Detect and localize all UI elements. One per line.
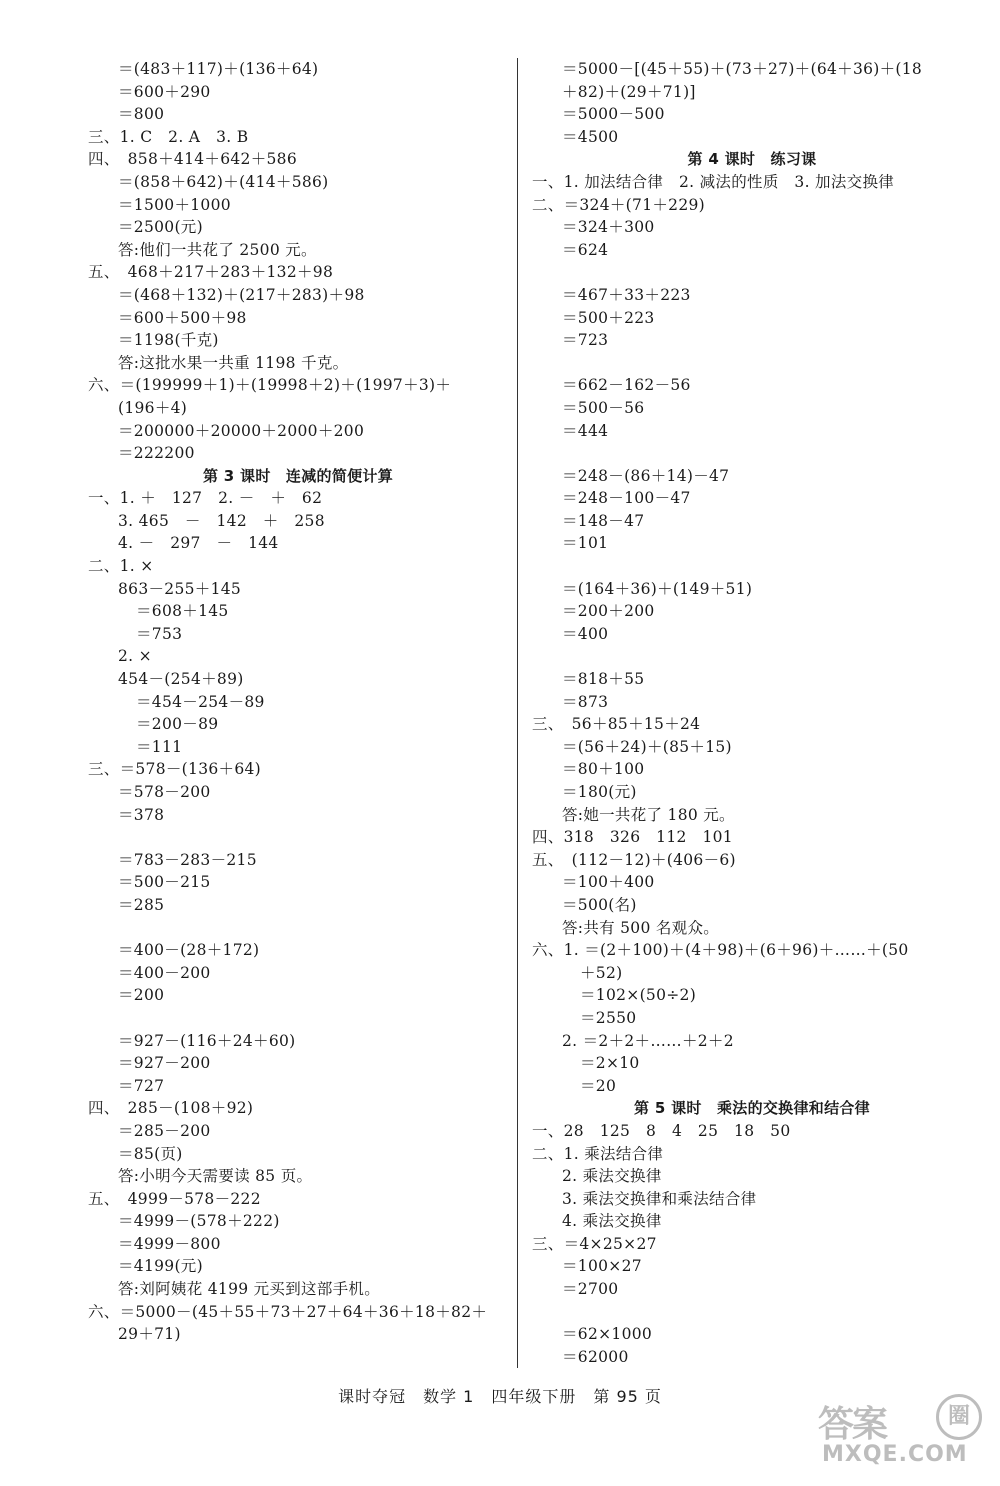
right-column (532, 58, 972, 1368)
answer-line: ＝62×1000 (562, 1325, 653, 1344)
spacer (88, 1007, 508, 1030)
answer-line: 2. × (118, 647, 152, 666)
answer-line: 一、1. 加法结合律 2. 减法的性质 3. 加法交换律 (532, 172, 895, 191)
answer-line: 四、 285－(108＋92) (88, 1099, 254, 1118)
section-heading: 第 4 课时 练习课 (687, 150, 817, 169)
column-divider (517, 58, 518, 1368)
watermark-seal: 圈 (936, 1394, 982, 1440)
answer-line: ＝400－(28＋172) (118, 941, 260, 960)
answer-line: ＝500＋223 (562, 308, 655, 327)
answer-line: ＝378 (118, 805, 165, 824)
page-footer: 课时夺冠 数学 1 四年级下册 第 95 页 (338, 1387, 662, 1406)
answer-line: ＝285 (118, 895, 165, 914)
answer-line: 三、＝578－(136＋64) (88, 760, 261, 779)
answer-line: ＝200－89 (136, 715, 219, 734)
answer-line: 三、＝4×25×27 (532, 1234, 657, 1253)
answer-line: ＝(56＋24)＋(85＋15) (562, 737, 732, 756)
answer-line: 4. 乘法交换律 (562, 1212, 662, 1231)
answer-line: ＝248－(86＋14)－47 (562, 466, 730, 485)
answer-line: 答:他们一共花了 2500 元。 (118, 240, 317, 259)
answer-line: ＋82)＋(29＋71)] (562, 82, 696, 101)
answer-line: ＝454－254－89 (136, 692, 265, 711)
watermark-text: 答案 (818, 1404, 887, 1445)
answer-line: ＝(468＋132)＋(217＋283)＋98 (118, 285, 365, 304)
answer-line: 2. 乘法交换律 (562, 1167, 662, 1186)
answer-line: ＝111 (136, 737, 183, 756)
spacer (532, 1301, 972, 1324)
answer-line: ＝4999－800 (118, 1234, 221, 1253)
spacer (532, 555, 972, 578)
spacer (532, 352, 972, 375)
answer-line: 答:共有 500 名观众。 (562, 918, 720, 937)
answer-line: ＝85(页) (118, 1144, 183, 1163)
answer-line: 一、1. ＋ 127 2. － ＋ 62 (88, 489, 323, 508)
answer-line: 2. ＝2＋2＋……＋2＋2 (562, 1031, 734, 1050)
answer-line: ＝285－200 (118, 1121, 211, 1140)
answer-line: ＝400－200 (118, 963, 211, 982)
answer-line: ＝(164＋36)＋(149＋51) (562, 579, 753, 598)
answer-line: ＝400 (562, 624, 609, 643)
answer-line: ＝467＋33＋223 (562, 285, 691, 304)
answer-line: 3. 乘法交换律和乘法结合律 (562, 1189, 757, 1208)
answer-line: ＝200＋200 (562, 602, 655, 621)
answer-line: ＝102×(50÷2) (580, 986, 697, 1005)
answer-line: ＝4500 (562, 127, 619, 146)
answer-line: 863－255＋145 (118, 579, 242, 598)
answer-line: 二、1. 乘法结合律 (532, 1144, 664, 1163)
answer-line: ＋52) (580, 963, 623, 982)
answer-line: 二、＝324＋(71＋229) (532, 195, 705, 214)
answer-line: ＝200 (118, 986, 165, 1005)
spacer (88, 917, 508, 940)
answer-line: 三、1. C 2. A 3. B (88, 127, 249, 146)
answer-line: ＝324＋300 (562, 218, 655, 237)
answer-line: ＝500－215 (118, 873, 211, 892)
answer-line: ＝62000 (562, 1347, 629, 1366)
answer-line: ＝600＋290 (118, 82, 211, 101)
answer-line: ＝444 (562, 421, 609, 440)
answer-line: ＝4199(元) (118, 1257, 203, 1276)
answer-line: 五、 468＋217＋283＋132＋98 (88, 263, 334, 282)
answer-line: 答:这批水果一共重 1198 千克。 (118, 353, 349, 372)
answer-line: ＝753 (136, 624, 183, 643)
answer-line: ＝662－162－56 (562, 376, 691, 395)
answer-line: ＝2550 (580, 1008, 637, 1027)
answer-line: 四、 858＋414＋642＋586 (88, 150, 297, 169)
answer-line: 四、318 326 112 101 (532, 828, 733, 847)
answer-line: 六、＝(199999＋1)＋(19998＋2)＋(1997＋3)＋ (88, 376, 452, 395)
answer-line: 3. 465 － 142 ＋ 258 (118, 511, 325, 530)
section-heading: 第 5 课时 乘法的交换律和结合律 (634, 1099, 870, 1118)
answer-line: ＝2500(元) (118, 218, 203, 237)
answer-line: ＝727 (118, 1076, 165, 1095)
answer-line: 六、1. ＝(2＋100)＋(4＋98)＋(6＋96)＋……＋(50 (532, 941, 909, 960)
answer-line: 六、＝5000－(45＋55＋73＋27＋64＋36＋18＋82＋ (88, 1302, 488, 1321)
answer-line: 4. － 297 － 144 (118, 534, 279, 553)
answer-line: ＝222200 (118, 444, 195, 463)
answer-line: 答:小明今天需要读 85 页。 (118, 1167, 313, 1186)
answer-line: 一、28 125 8 4 25 18 50 (532, 1121, 791, 1140)
answer-line: 五、 (112－12)＋(406－6) (532, 850, 736, 869)
answer-line: ＝2×10 (580, 1054, 640, 1073)
answer-line: ＝600＋500＋98 (118, 308, 247, 327)
answer-line: ＝873 (562, 692, 609, 711)
answer-line: 454－(254＋89) (118, 670, 244, 689)
answer-line: 29＋71) (118, 1325, 181, 1344)
answer-line: ＝200000＋20000＋2000＋200 (118, 421, 365, 440)
answer-line: ＝578－200 (118, 783, 211, 801)
answer-line: ＝783－283－215 (118, 850, 257, 869)
answer-line: ＝80＋100 (562, 760, 645, 779)
answer-line: ＝100×27 (562, 1257, 642, 1276)
answer-line: 答:她一共花了 180 元。 (562, 805, 735, 824)
answer-line: ＝5000－500 (562, 105, 665, 124)
answer-line: ＝148－47 (562, 511, 645, 530)
answer-line: ＝180(元) (562, 783, 637, 801)
answer-line: ＝500(名) (562, 895, 637, 914)
answer-line: ＝723 (562, 331, 609, 350)
answer-line: 五、 4999－578－222 (88, 1189, 261, 1208)
answer-line: ＝624 (562, 240, 609, 259)
answer-line: ＝20 (580, 1076, 617, 1095)
answer-line: ＝1500＋1000 (118, 195, 231, 214)
answer-line: ＝248－100－47 (562, 489, 691, 508)
answer-line: 二、1. × (88, 557, 154, 576)
answer-line: ＝100＋400 (562, 873, 655, 892)
answer-line: ＝5000－[(45＋55)＋(73＋27)＋(64＋36)＋(18 (562, 60, 923, 78)
section-heading: 第 3 课时 连减的简便计算 (202, 466, 394, 485)
spacer (532, 261, 972, 284)
answer-line: ＝927－200 (118, 1054, 211, 1073)
answer-line: ＝4999－(578＋222) (118, 1212, 280, 1231)
answer-line: ＝608＋145 (136, 602, 229, 621)
watermark-logo (818, 1396, 986, 1476)
answer-line: ＝(858＋642)＋(414＋586) (118, 172, 329, 191)
spacer (532, 645, 972, 668)
answer-line: 答:刘阿姨花 4199 元买到这部手机。 (118, 1280, 381, 1299)
answer-line: ＝800 (118, 105, 165, 124)
left-column (88, 58, 508, 1346)
spacer (88, 826, 508, 849)
answer-line: (196＋4) (118, 398, 188, 417)
answer-line: ＝927－(116＋24＋60) (118, 1031, 296, 1050)
watermark-url: MXQE.COM (822, 1442, 968, 1467)
answer-line: ＝500－56 (562, 398, 645, 417)
answer-line: ＝818＋55 (562, 670, 645, 689)
answer-line: ＝(483＋117)＋(136＋64) (118, 60, 319, 78)
answer-line: ＝2700 (562, 1280, 619, 1299)
answer-line: ＝101 (562, 534, 609, 553)
spacer (532, 442, 972, 465)
answer-line: 三、 56＋85＋15＋24 (532, 715, 701, 734)
answer-line: ＝1198(千克) (118, 331, 219, 350)
